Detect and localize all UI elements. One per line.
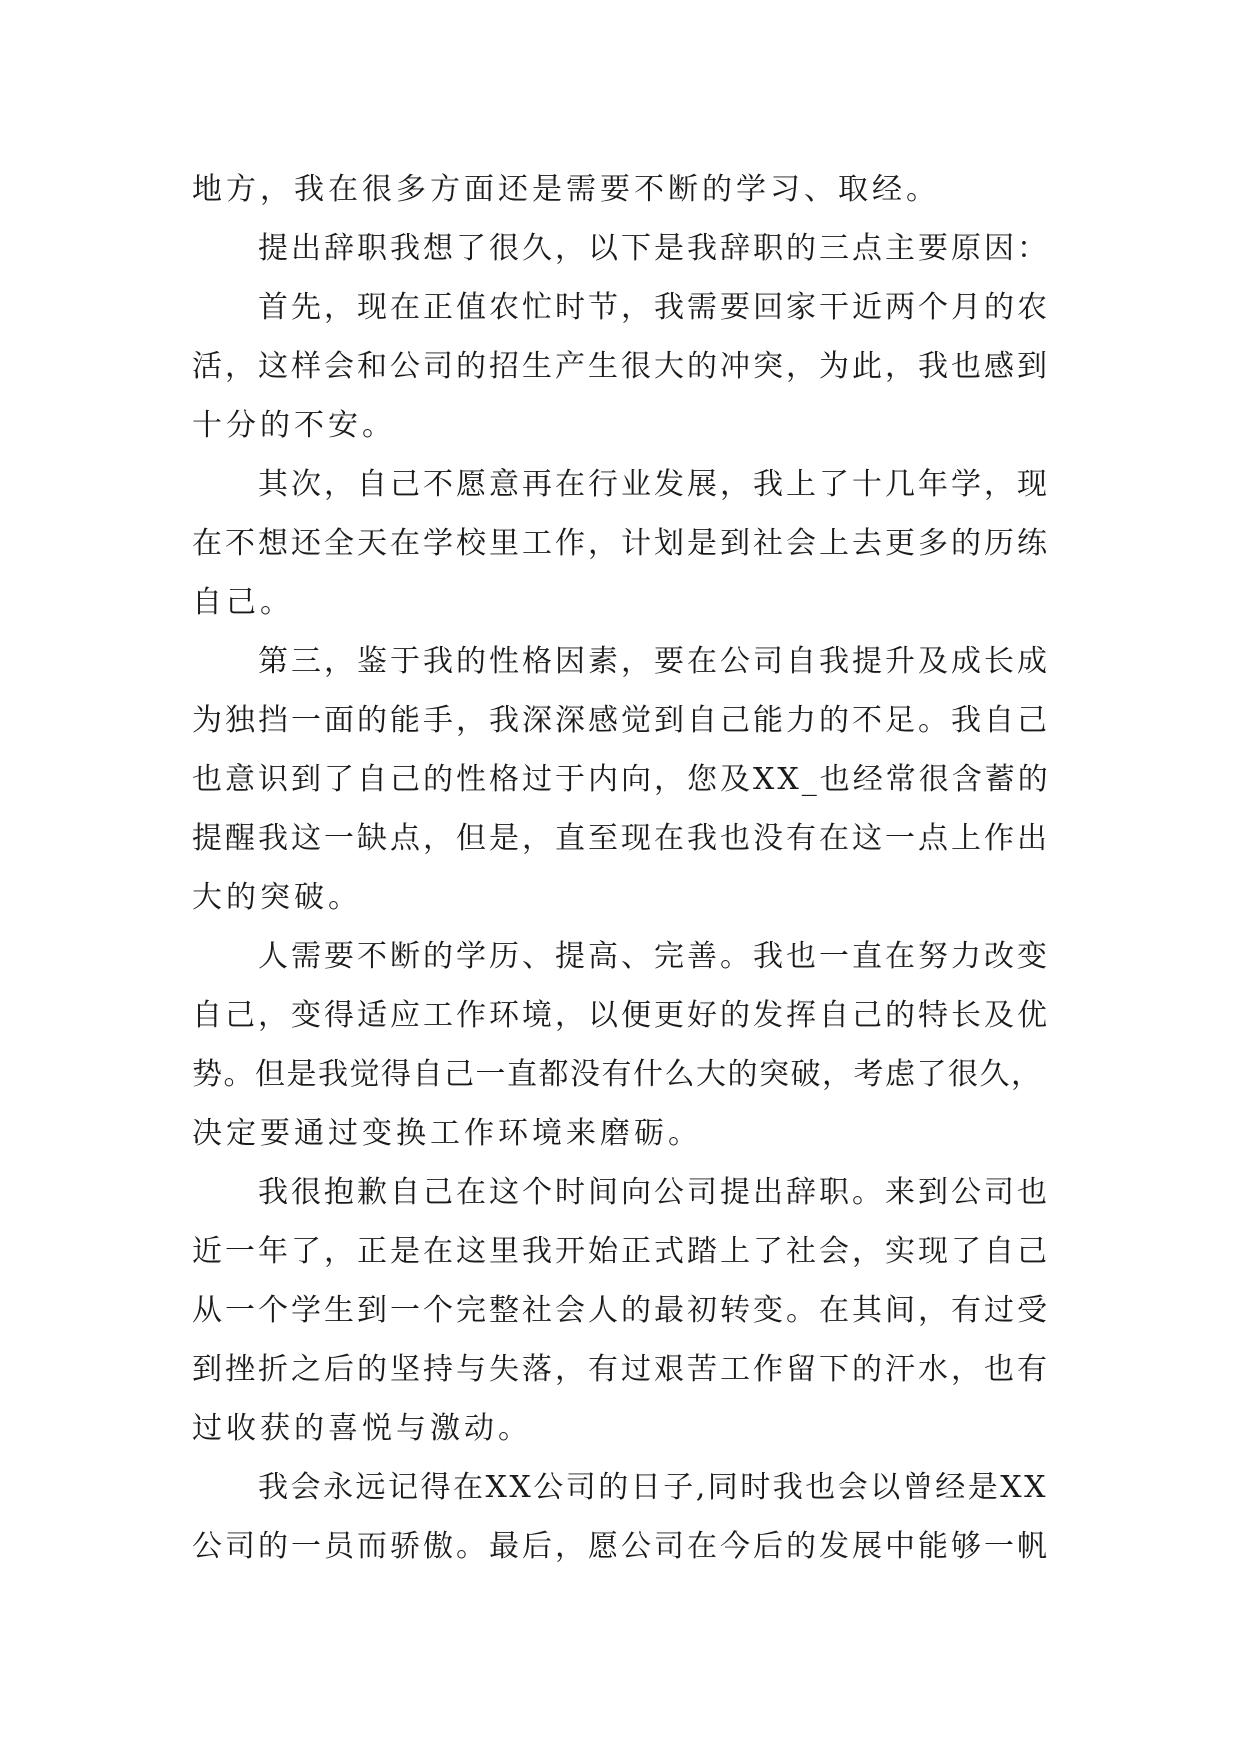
document-body bbox=[192, 160, 1054, 1576]
text-line: 人需要不断的学历、提高、完善。我也一直在努力改变 bbox=[258, 939, 1050, 974]
text-line: 地方，我在很多方面还是需要不断的学习、取经。 bbox=[192, 172, 940, 207]
text-line: 大的突破。 bbox=[192, 880, 362, 915]
text-line: 为独挡一面的能手，我深深感觉到自己能力的不足。我自己 bbox=[192, 703, 1050, 738]
text-line: 势。但是我觉得自己一直都没有什么大的突破，考虑了很久， bbox=[192, 1057, 1043, 1092]
text-line: 提醒我这一缺点，但是，直至现在我也没有在这一点上作出 bbox=[192, 821, 1050, 856]
text-line: 提出辞职我想了很久，以下是我辞职的三点主要原因： bbox=[258, 231, 1050, 266]
text-line: 也意识到了自己的性格过于内向，您及XX_也经常很含蓄的 bbox=[192, 762, 1051, 797]
text-line: 在不想还全天在学校里工作，计划是到社会上去更多的历练 bbox=[192, 526, 1050, 561]
text-line: 到挫折之后的坚持与失落，有过艰苦工作留下的汗水，也有 bbox=[192, 1352, 1050, 1387]
text-line: 决定要通过变换工作环境来磨砺。 bbox=[192, 1116, 702, 1151]
text-line: 自己。 bbox=[192, 585, 294, 620]
text-line: 十分的不安。 bbox=[192, 408, 396, 443]
text-line: 活，这样会和公司的招生产生很大的冲突，为此，我也感到 bbox=[192, 349, 1050, 384]
text-line: 我会永远记得在XX公司的日子,同时我也会以曾经是XX bbox=[258, 1470, 1048, 1505]
text-line: 我很抱歉自己在这个时间向公司提出辞职。来到公司也 bbox=[258, 1175, 1050, 1210]
text-line: 过收获的喜悦与激动。 bbox=[192, 1411, 532, 1446]
text-line: 近一年了，正是在这里我开始正式踏上了社会，实现了自己 bbox=[192, 1234, 1050, 1269]
text-line: 自己，变得适应工作环境，以便更好的发挥自己的特长及优 bbox=[192, 998, 1050, 1033]
text-line: 首先，现在正值农忙时节，我需要回家干近两个月的农 bbox=[258, 290, 1050, 325]
text-line: 第三，鉴于我的性格因素，要在公司自我提升及成长成 bbox=[258, 644, 1050, 679]
text-line: 其次，自己不愿意再在行业发展，我上了十几年学，现 bbox=[258, 467, 1050, 502]
text-line: 从一个学生到一个完整社会人的最初转变。在其间，有过受 bbox=[192, 1293, 1050, 1328]
text-line: 公司的一员而骄傲。最后，愿公司在今后的发展中能够一帆 bbox=[192, 1529, 1050, 1564]
